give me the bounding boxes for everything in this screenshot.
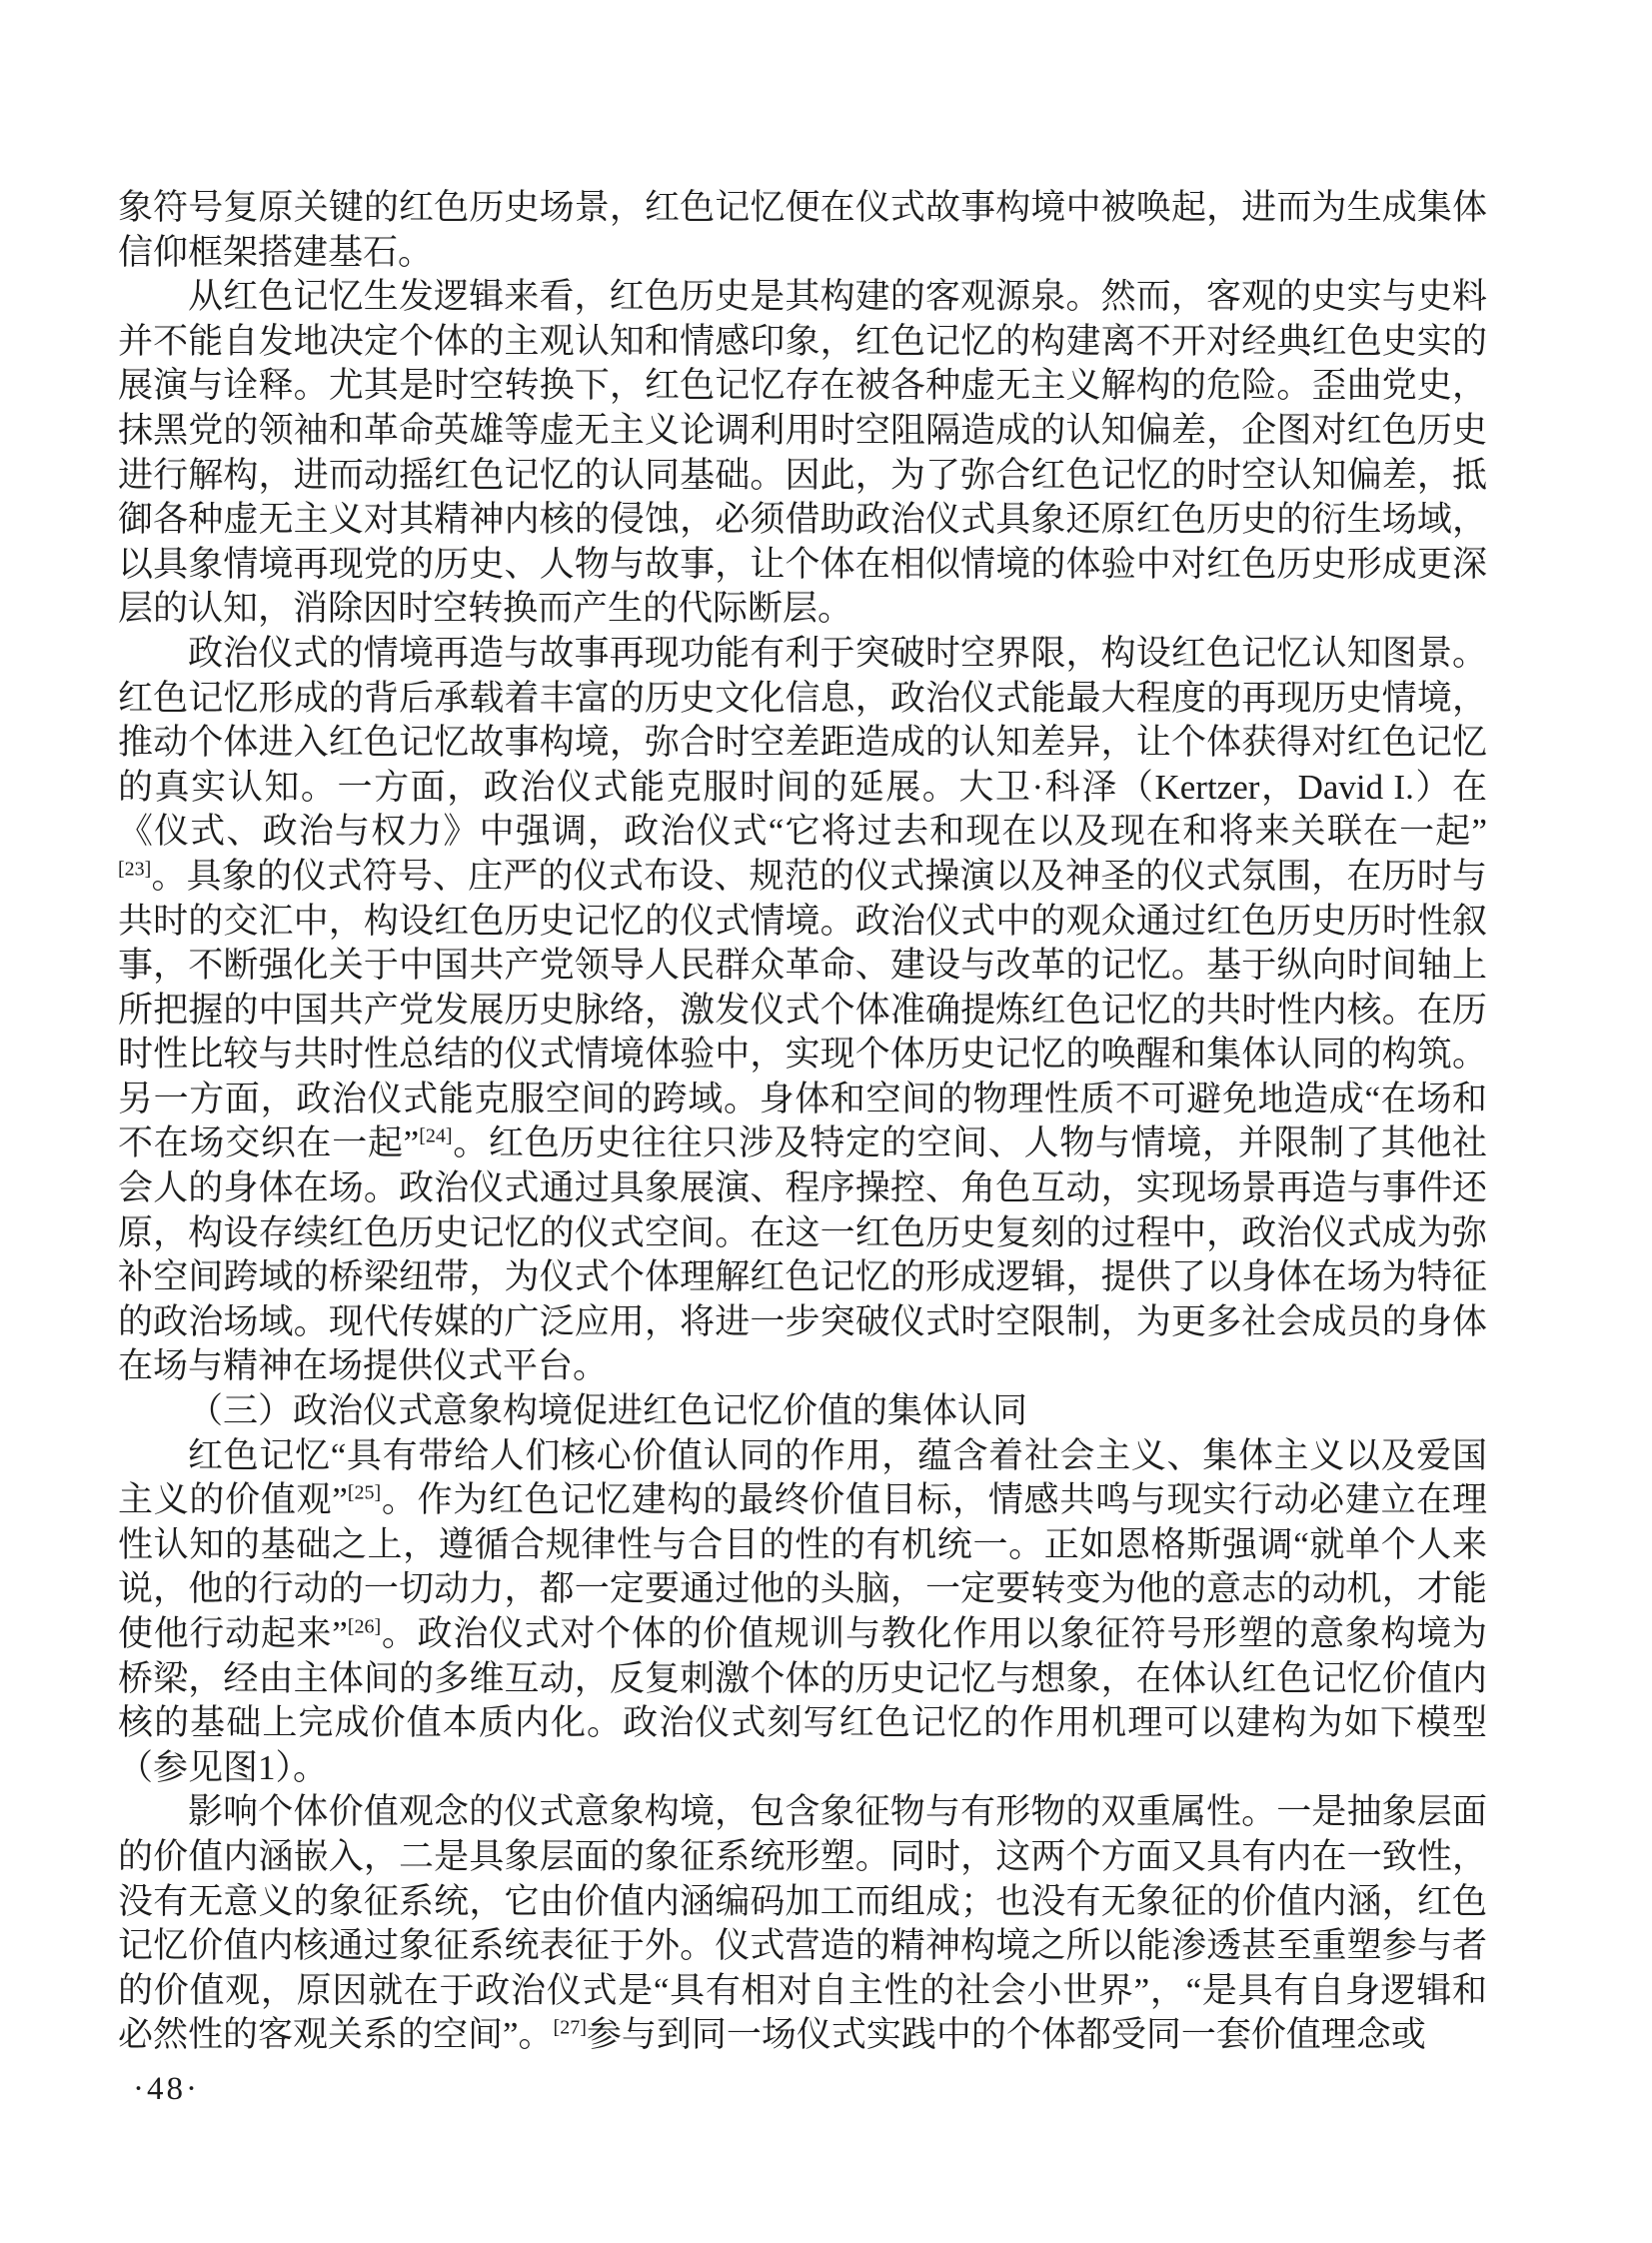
body-paragraph: 影响个体价值观念的仪式意象构境，包含象征物与有形物的双重属性。一是抽象层面的价值内涵嵌入，二是具象层面的象征系统形塑。同时，这两个方面又具有内在一致性，没有无意义的象征系统，它由价值内涵编码加工而组成；也没有无象征的价值内涵，红色记忆价值内核通过象征系统表征于外。仪式营造的精神构境之所以能渗透甚至重塑参与者的价值观，原因就在于政治仪式是“具有相对自主性的社会小世界”，“是具有自身逻辑和必然性的客观关系的空间”。[27]参与到同一场仪式实践中的个体都受同一套价值理念或 (118, 1792, 1487, 2055)
body-paragraph: 从红色记忆生发逻辑来看，红色历史是其构建的客观源泉。然而，客观的史实与史料并不能自发地决定个体的主观认知和情感印象，红色记忆的构建离不开对经典红色史实的展演与诠释。尤其是时空转换下，红色记忆存在被各种虚无主义解构的危险。歪曲党史，抹黑党的领袖和革命英雄等虚无主义论调利用时空阻隔造成的认知偏差，企图对红色历史进行解构，进而动摇红色记忆的认同基础。因此，为了弥合红色记忆的时空认知偏差，抵御各种虚无主义对其精神内核的侵蚀，必须借助政治仪式具象还原红色历史的衍生场域，以具象情境再现党的历史、人物与故事，让个体在相似情境的体验中对红色历史形成更深层的认知，消除因时空转换而产生的代际断层。 (118, 277, 1487, 629)
body-paragraph: 政治仪式的情境再造与故事再现功能有利于突破时空界限，构设红色记忆认知图景。红色记忆形成的背后承载着丰富的历史文化信息，政治仪式能最大程度的再现历史情境，推动个体进入红色记忆故事构境，弥合时空差距造成的认知差异，让个体获得对红色记忆的真实认知。一方面，政治仪式能克服时间的延展。大卫·科泽（Kertzer，David I.）在《仪式、政治与权力》中强调，政治仪式“它将过去和现在以及现在和将来关联在一起”[23]。具象的仪式符号、庄严的仪式布设、规范的仪式操演以及神圣的仪式氛围，在历时与共时的交汇中，构设红色历史记忆的仪式情境。政治仪式中的观众通过红色历史历时性叙事，不断强化关于中国共产党领导人民群众革命、建设与改革的记忆。基于纵向时间轴上所把握的中国共产党发展历史脉络，激发仪式个体准确提炼红色记忆的共时性内核。在历时性比较与共时性总结的仪式情境体验中，实现个体历史记忆的唤醒和集体认同的构筑。另一方面，政治仪式能克服空间的跨域。身体和空间的物理性质不可避免地造成“在场和不在场交织在一起”[24]。红色历史往往只涉及特定的空间、人物与情境，并限制了其他社会人的身体在场。政治仪式通过具象展演、程序操控、角色互动，实现场景再造与事件还原，构设存续红色历史记忆的仪式空间。在这一红色历史复刻的过程中，政治仪式成为弥补空间跨域的桥梁纽带，为仪式个体理解红色记忆的形成逻辑，提供了以身体在场为特征的政治场域。现代传媒的广泛应用，将进一步突破仪式时空限制，为更多社会成员的身体在场与精神在场提供仪式平台。 (118, 633, 1487, 1386)
page-number: ·48· (133, 2071, 200, 2107)
article-body (118, 186, 1487, 2058)
continuation-paragraph: 象符号复原关键的红色历史场景，红色记忆便在仪式故事构境中被唤起，进而为生成集体信仰框架搭建基石。 (118, 188, 1487, 272)
section-heading: （三）政治仪式意象构境促进红色记忆价值的集体认同 (188, 1391, 1028, 1431)
citation-marker: [26] (347, 1615, 382, 1638)
citation-marker: [24] (419, 1124, 453, 1147)
body-paragraph: 红色记忆“具有带给人们核心价值认同的作用，蕴含着社会主义、集体主义以及爱国主义的价值观”[25]。作为红色记忆建构的最终价值目标，情感共鸣与现实行动必建立在理性认知的基础之上，遵循合规律性与合目的性的有机统一。正如恩格斯强调“就单个人来说，他的行动的一切动力，都一定要通过他的头脑，一定要转变为他的意志的动机，才能使他行动起来”[26]。政治仪式对个体的价值规训与教化作用以象征符号形塑的意象构境为桥梁，经由主体间的多维互动，反复刺激个体的历史记忆与想象，在体认红色记忆价值内核的基础上完成价值本质内化。政治仪式刻写红色记忆的作用机理可以建构为如下模型（参见图1）。 (118, 1435, 1487, 1787)
citation-marker: [25] (347, 1481, 382, 1504)
citation-marker: [23] (118, 858, 152, 881)
citation-marker: [27] (553, 2016, 587, 2039)
